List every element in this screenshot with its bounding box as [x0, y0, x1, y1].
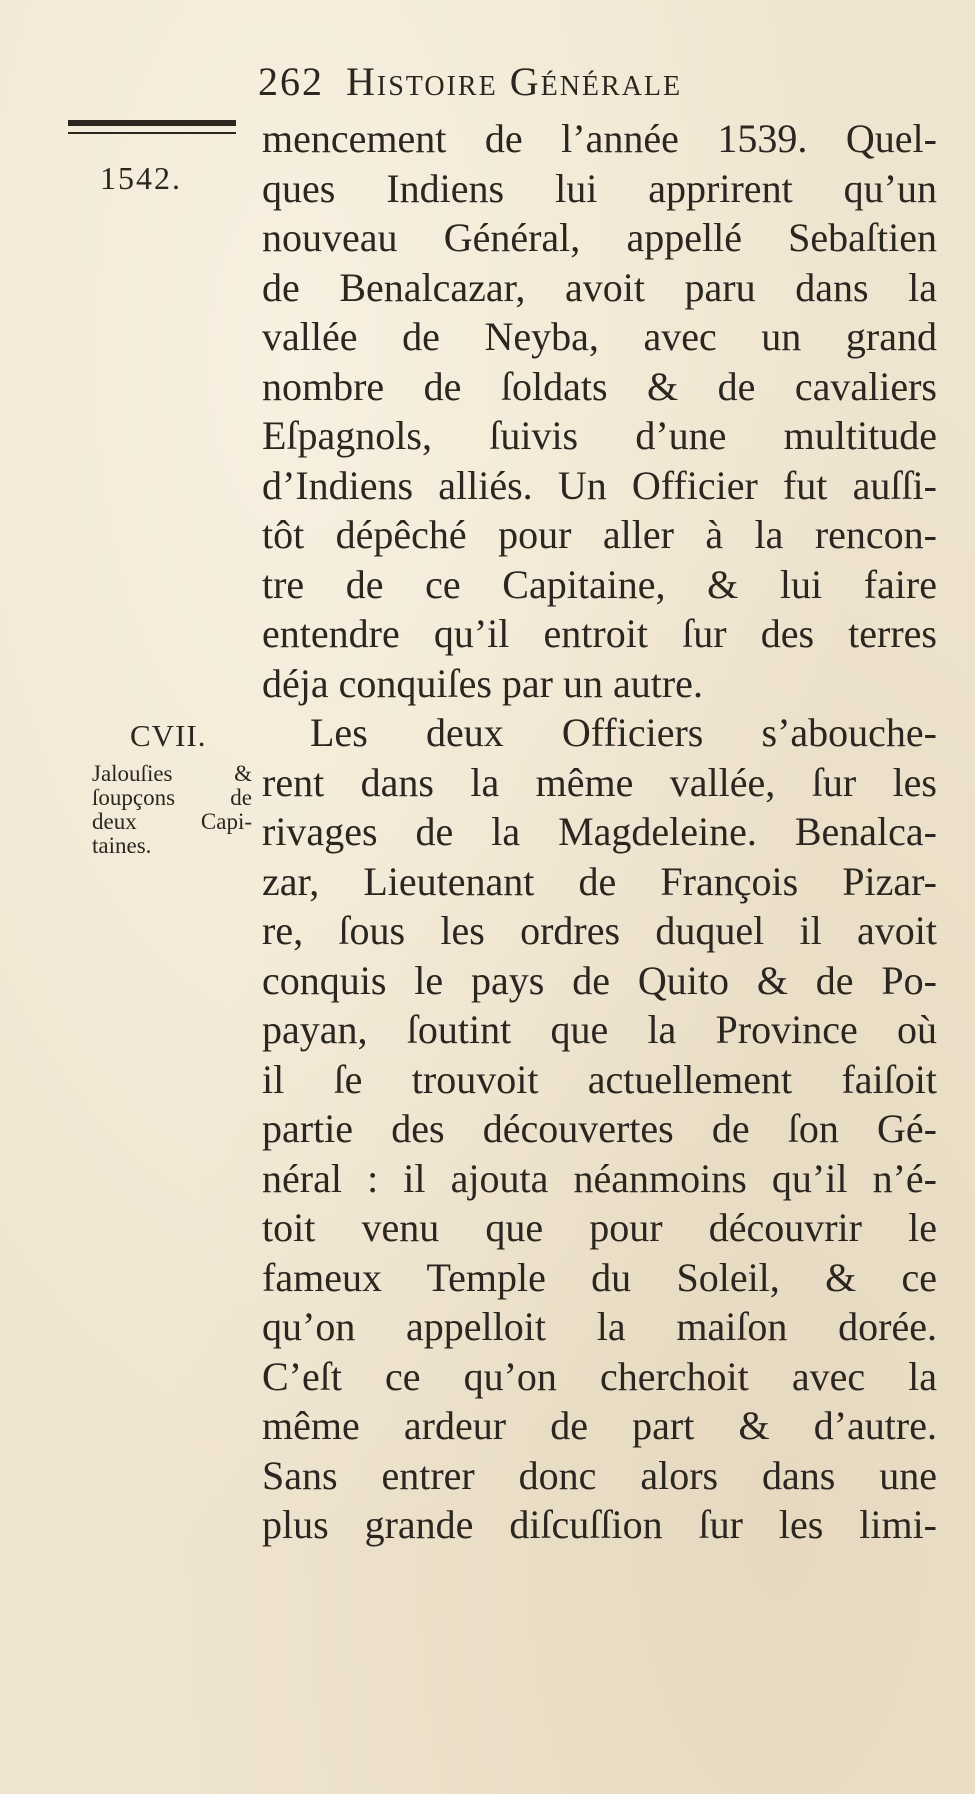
text-line: re, ſous les ordres duquel il avoit — [262, 908, 937, 953]
text-line: qu’on appelloit la maiſon dorée. — [262, 1304, 937, 1349]
text-line: partie des découvertes de ſon Gé- — [262, 1106, 937, 1151]
text-line: C’eſt ce qu’on cherchoit avec la — [262, 1353, 937, 1399]
text-line: toit venu que pour découvrir le — [262, 1205, 937, 1250]
text-line: Sans entrer donc alors dans une — [262, 1452, 937, 1498]
text-line: de Benalcazar, avoit paru dans la — [262, 264, 937, 310]
margin-year: 1542. — [100, 160, 182, 196]
side-note-line: ſoupçons de — [92, 785, 252, 810]
text-line: entendre qu’il entroit ſur des terres — [262, 611, 937, 656]
text-line: déja conquiſes par un autre. — [262, 660, 703, 706]
text-line: plus grande diſcuſſion ſur les limi- — [262, 1502, 937, 1547]
side-note-line: taines. — [92, 833, 152, 858]
side-note-line: Jalouſies & — [92, 761, 252, 786]
side-note-line: deux Capi- — [92, 809, 252, 834]
text-line: payan, ſoutint que la Province où — [262, 1007, 937, 1052]
text-line: rent dans la même vallée, ſur les — [262, 759, 937, 805]
body-text — [262, 114, 937, 1550]
text-line: conquis le pays de Quito & de Po- — [262, 957, 937, 1003]
text-line: tre de ce Capitaine, & lui faire — [262, 561, 937, 607]
running-head-title: Histoire Générale — [346, 59, 683, 104]
side-note — [92, 762, 252, 858]
text-line: fameux Temple du Soleil, & ce — [262, 1254, 937, 1300]
text-line: nouveau Général, appellé Sebaſtien — [262, 215, 937, 260]
text-line: même ardeur de part & d’autre. — [262, 1403, 937, 1448]
thin-rule — [68, 132, 236, 134]
page-number: 262 — [258, 59, 324, 104]
text-line: tôt dépêché pour aller à la rencon- — [262, 512, 937, 557]
text-line: vallée de Neyba, avec un grand — [262, 314, 937, 359]
ornamental-rule — [68, 120, 236, 126]
text-line: Eſpagnols, ſuivis d’une multitude — [262, 413, 937, 458]
side-note-number: CVII. — [130, 718, 207, 753]
text-line: ques Indiens lui apprirent qu’un — [262, 165, 937, 211]
running-head — [258, 58, 918, 110]
text-line: néral : il ajouta néanmoins qu’il n’é- — [262, 1155, 937, 1201]
text-line: d’Indiens alliés. Un Officier fut auſſi- — [262, 462, 937, 508]
text-line: zar, Lieutenant de François Pizar- — [262, 858, 937, 904]
text-line: rivages de la Magdeleine. Benalca- — [262, 809, 937, 854]
text-line: mencement de l’année 1539. Quel- — [262, 116, 937, 161]
text-line: Les deux Officiers s’abouche- — [310, 710, 937, 755]
text-line: nombre de ſoldats & de cavaliers — [262, 363, 937, 409]
text-line: il ſe trouvoit actuellement faiſoit — [262, 1056, 937, 1102]
